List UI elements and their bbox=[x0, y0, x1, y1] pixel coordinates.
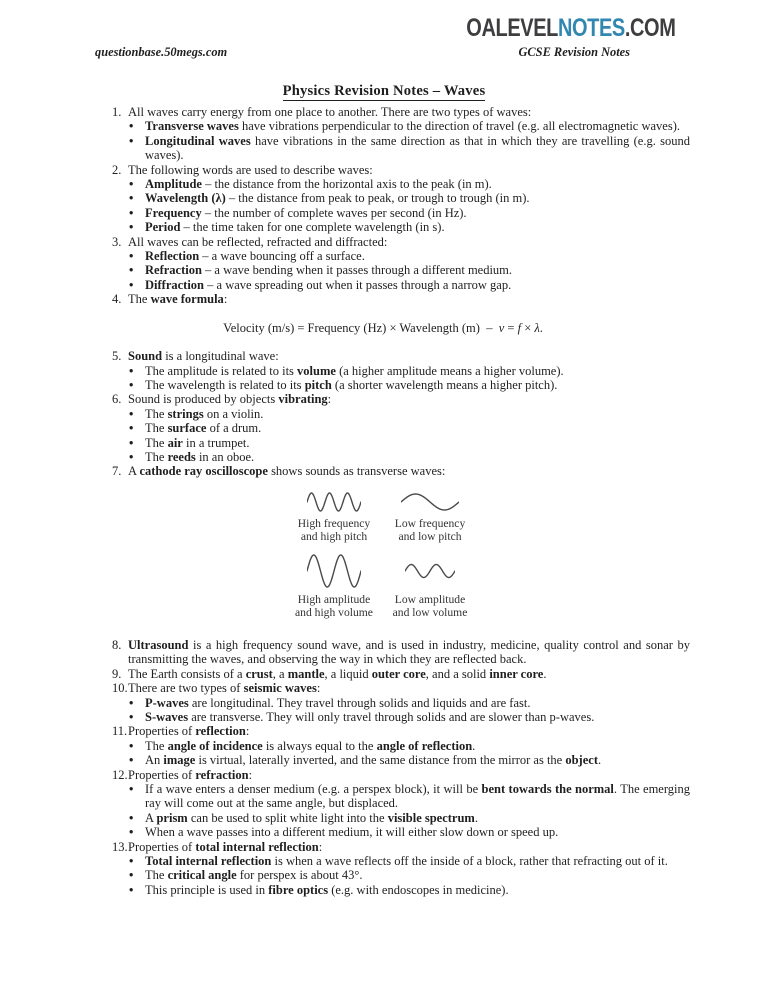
bullet-text: Amplitude – the distance from the horizontal axis to the peak (in m). bbox=[145, 177, 492, 192]
bullet-text: Reflection – a wave bouncing off a surface. bbox=[145, 249, 365, 264]
logo-text-com: .COM bbox=[624, 14, 675, 42]
wave-label-line1: Low amplitude bbox=[394, 593, 466, 607]
list-item bbox=[112, 163, 690, 235]
wave-label bbox=[395, 518, 466, 544]
item-body bbox=[128, 105, 690, 163]
low-amplitude-wave-cell bbox=[384, 551, 476, 620]
item-text: Sound is produced by objects vibrating: bbox=[128, 392, 332, 407]
bullet-text: The angle of incidence is always equal to the angle of reflection. bbox=[145, 738, 476, 753]
bullet-item bbox=[128, 378, 690, 392]
bullet-item bbox=[128, 739, 690, 753]
bullet-item bbox=[128, 696, 690, 710]
item-number: 12. bbox=[112, 767, 128, 782]
item-text: The Earth consists of a crust, a mantle, a liquid outer core, and a solid inner core. bbox=[128, 666, 547, 681]
wave-label-line1: High frequency bbox=[297, 516, 371, 530]
wave-label-line2: and high volume bbox=[295, 606, 373, 620]
item-body bbox=[128, 392, 690, 464]
bullet-text: Longitudinal waves have vibrations in the same direction as that in which they are travelling (e.g. sound waves). bbox=[145, 133, 690, 163]
item-body bbox=[128, 768, 690, 840]
list-item bbox=[112, 235, 690, 293]
list-item bbox=[112, 105, 690, 163]
list-item bbox=[112, 638, 690, 667]
bullet-item bbox=[128, 220, 690, 234]
wave-label bbox=[393, 594, 468, 620]
bullet-icon: • bbox=[129, 810, 134, 825]
brand-row bbox=[0, 13, 768, 43]
bullet-item bbox=[128, 134, 690, 163]
low-frequency-wave-icon bbox=[401, 491, 459, 513]
bullet-text: The critical angle for perspex is about 43°. bbox=[145, 868, 363, 883]
item-body bbox=[128, 724, 690, 767]
bullet-icon: • bbox=[129, 738, 134, 753]
low-amplitude-wave-icon bbox=[405, 562, 455, 580]
item-body bbox=[128, 840, 690, 898]
list-item bbox=[112, 392, 690, 464]
item-body bbox=[128, 163, 690, 235]
item-text: The wave formula: bbox=[128, 292, 228, 307]
item-number: 13. bbox=[112, 839, 128, 854]
list-item bbox=[112, 768, 690, 840]
item-body bbox=[128, 681, 690, 724]
bullet-text: The air in a trumpet. bbox=[145, 435, 250, 450]
bullet-icon: • bbox=[129, 782, 134, 796]
wave-label-line1: High amplitude bbox=[297, 593, 371, 607]
bullet-icon: • bbox=[129, 449, 134, 464]
bullet-text: Transverse waves have vibrations perpendicular to the direction of travel (e.g. all electromagnetic waves). bbox=[145, 119, 680, 134]
logo-text-notes: NOTES bbox=[557, 14, 625, 42]
bullet-text: The amplitude is related to its volume (a higher amplitude means a higher volume). bbox=[145, 363, 564, 378]
wave-box bbox=[401, 489, 459, 515]
high-amplitude-wave-icon bbox=[307, 552, 361, 590]
item-text: All waves can be reflected, refracted and diffracted: bbox=[128, 234, 388, 249]
item-text: There are two types of seismic waves: bbox=[128, 681, 321, 696]
wave-label-line2: and high pitch bbox=[300, 529, 368, 543]
bullet-icon: • bbox=[129, 249, 134, 264]
bullet-icon: • bbox=[129, 133, 134, 148]
bullet-text: S-waves are transverse. They will only travel through solids and are slower than p-waves. bbox=[145, 709, 595, 724]
page-header bbox=[0, 43, 768, 60]
item-body bbox=[128, 292, 690, 349]
high-frequency-wave-icon bbox=[307, 490, 361, 514]
bullet-text: Period – the time taken for one complete wavelength (in s). bbox=[145, 220, 445, 235]
bullet-item bbox=[128, 753, 690, 767]
item-text: Properties of reflection: bbox=[128, 724, 250, 739]
bullet-icon: • bbox=[129, 825, 134, 840]
item-number: 9. bbox=[112, 666, 122, 681]
bullet-icon: • bbox=[129, 363, 134, 378]
bullet-text: Frequency – the number of complete waves per second (in Hz). bbox=[145, 205, 467, 220]
item-number: 11. bbox=[112, 724, 128, 739]
item-body bbox=[128, 638, 690, 667]
bullet-item bbox=[128, 177, 690, 191]
wave-label-line2: and low volume bbox=[392, 606, 468, 620]
item-number: 10. bbox=[112, 681, 128, 696]
bullet-text: A prism can be used to split white light into the visible spectrum. bbox=[145, 810, 478, 825]
bullet-icon: • bbox=[129, 753, 134, 768]
bullet-icon: • bbox=[129, 377, 134, 392]
bullet-item bbox=[128, 191, 690, 205]
high-frequency-wave-cell bbox=[288, 489, 380, 544]
header-doc-type: GCSE Revision Notes bbox=[518, 45, 630, 59]
oscilloscope-figure bbox=[288, 489, 476, 620]
bullet-text: Total internal reflection is when a wave reflects off the inside of a block, rather that refracting out of it. bbox=[145, 854, 668, 869]
bullet-icon: • bbox=[129, 119, 134, 134]
item-body bbox=[128, 464, 690, 638]
bullet-text: The wavelength is related to its pitch (a shorter wavelength means a higher pitch). bbox=[145, 377, 558, 392]
bullet-icon: • bbox=[129, 435, 134, 450]
wave-box bbox=[307, 489, 361, 515]
item-text: Properties of refraction: bbox=[128, 767, 253, 782]
bullet-icon: • bbox=[129, 263, 134, 278]
bullet-text: Wavelength (λ) – the distance from peak to peak, or trough to trough (in m). bbox=[145, 191, 530, 206]
bullet-item bbox=[128, 710, 690, 724]
bullet-text: This principle is used in fibre optics (e.g. with endoscopes in medicine). bbox=[145, 882, 509, 897]
bullet-icon: • bbox=[129, 854, 134, 869]
item-body bbox=[128, 667, 690, 681]
bullet-item bbox=[128, 249, 690, 263]
bullet-icon: • bbox=[129, 709, 134, 724]
notes-list bbox=[112, 105, 690, 897]
wave-formula: Velocity (m/s) = Frequency (Hz) × Wavelength (m) – v = f × λ. bbox=[223, 320, 543, 335]
bullet-icon: • bbox=[129, 421, 134, 436]
item-body bbox=[128, 235, 690, 293]
item-number: 6. bbox=[112, 392, 122, 407]
item-text: Ultrasound is a high frequency sound wave, and is used in industry, medicine, quality control and sonar by transmitting the waves, and observing the way in which they are reflected back. bbox=[128, 637, 690, 667]
bullet-item bbox=[128, 868, 690, 882]
item-text: A cathode ray oscilloscope shows sounds as transverse waves: bbox=[128, 464, 446, 479]
page-title bbox=[0, 82, 768, 100]
item-text: The following words are used to describe waves: bbox=[128, 162, 373, 177]
list-item bbox=[112, 464, 690, 638]
bullet-text: Refraction – a wave bending when it passes through a different medium. bbox=[145, 263, 513, 278]
bullet-icon: • bbox=[129, 177, 134, 192]
bullet-item bbox=[128, 883, 690, 897]
bullet-text: If a wave enters a denser medium (e.g. a perspex block), it will be bent towards the normal. The emerging ray will come out at the same angle, but displaced. bbox=[145, 782, 691, 811]
item-number: 5. bbox=[112, 349, 122, 364]
wave-label-line2: and low pitch bbox=[398, 529, 462, 543]
bullet-icon: • bbox=[129, 868, 134, 883]
bullet-text: The surface of a drum. bbox=[145, 421, 262, 436]
wave-box bbox=[405, 551, 455, 591]
bullet-text: The reeds in an oboe. bbox=[145, 449, 255, 464]
wave-label bbox=[298, 518, 370, 544]
item-number: 7. bbox=[112, 464, 122, 479]
item-body bbox=[128, 349, 690, 392]
bullet-icon: • bbox=[129, 406, 134, 421]
bullet-text: When a wave passes into a different medium, it will either slow down or speed up. bbox=[145, 825, 559, 840]
bullet-item bbox=[128, 263, 690, 277]
high-amplitude-wave-cell bbox=[288, 551, 380, 620]
list-item bbox=[112, 681, 690, 724]
list-item bbox=[112, 840, 690, 898]
item-number: 3. bbox=[112, 234, 122, 249]
bullet-icon: • bbox=[129, 277, 134, 292]
site-logo bbox=[466, 13, 675, 43]
bullet-item bbox=[128, 825, 690, 839]
bullet-item bbox=[128, 364, 690, 378]
item-number: 4. bbox=[112, 292, 122, 307]
wave-box bbox=[307, 551, 361, 591]
bullet-item bbox=[128, 278, 690, 292]
bullet-item bbox=[128, 854, 690, 868]
low-frequency-wave-cell bbox=[384, 489, 476, 544]
item-number: 2. bbox=[112, 162, 122, 177]
page-title-text: Physics Revision Notes – Waves bbox=[282, 83, 486, 99]
bullet-text: An image is virtual, laterally inverted, and the same distance from the mirror as the object. bbox=[145, 753, 602, 768]
header-site-url: questionbase.50megs.com bbox=[95, 45, 228, 59]
item-number: 8. bbox=[112, 637, 122, 652]
bullet-text: P-waves are longitudinal. They travel through solids and liquids and are fast. bbox=[145, 695, 531, 710]
bullet-item bbox=[128, 811, 690, 825]
wave-label bbox=[295, 594, 373, 620]
bullet-icon: • bbox=[129, 191, 134, 206]
list-item bbox=[112, 349, 690, 392]
bullet-item bbox=[128, 206, 690, 220]
item-text: All waves carry energy from one place to another. There are two types of waves: bbox=[128, 105, 532, 119]
wave-label-line1: Low frequency bbox=[394, 516, 466, 530]
bullet-icon: • bbox=[129, 882, 134, 897]
item-text: Sound is a longitudinal wave: bbox=[128, 349, 279, 364]
item-number: 1. bbox=[112, 105, 122, 119]
logo-text-oalevel: OALEVEL bbox=[465, 14, 558, 42]
bullet-item bbox=[128, 421, 690, 435]
bullet-text: The strings on a violin. bbox=[145, 406, 264, 421]
bullet-icon: • bbox=[129, 205, 134, 220]
item-text: Properties of total internal reflection: bbox=[128, 839, 323, 854]
bullet-item bbox=[128, 436, 690, 450]
list-item bbox=[112, 667, 690, 681]
list-item bbox=[112, 292, 690, 349]
bullet-icon: • bbox=[129, 220, 134, 235]
bullet-text: Diffraction – a wave spreading out when it passes through a narrow gap. bbox=[145, 277, 512, 292]
document-page bbox=[0, 13, 768, 1007]
bullet-item bbox=[128, 782, 690, 811]
bullet-item bbox=[128, 119, 690, 133]
bullet-icon: • bbox=[129, 695, 134, 710]
bullet-item bbox=[128, 407, 690, 421]
list-item bbox=[112, 724, 690, 767]
bullet-item bbox=[128, 450, 690, 464]
